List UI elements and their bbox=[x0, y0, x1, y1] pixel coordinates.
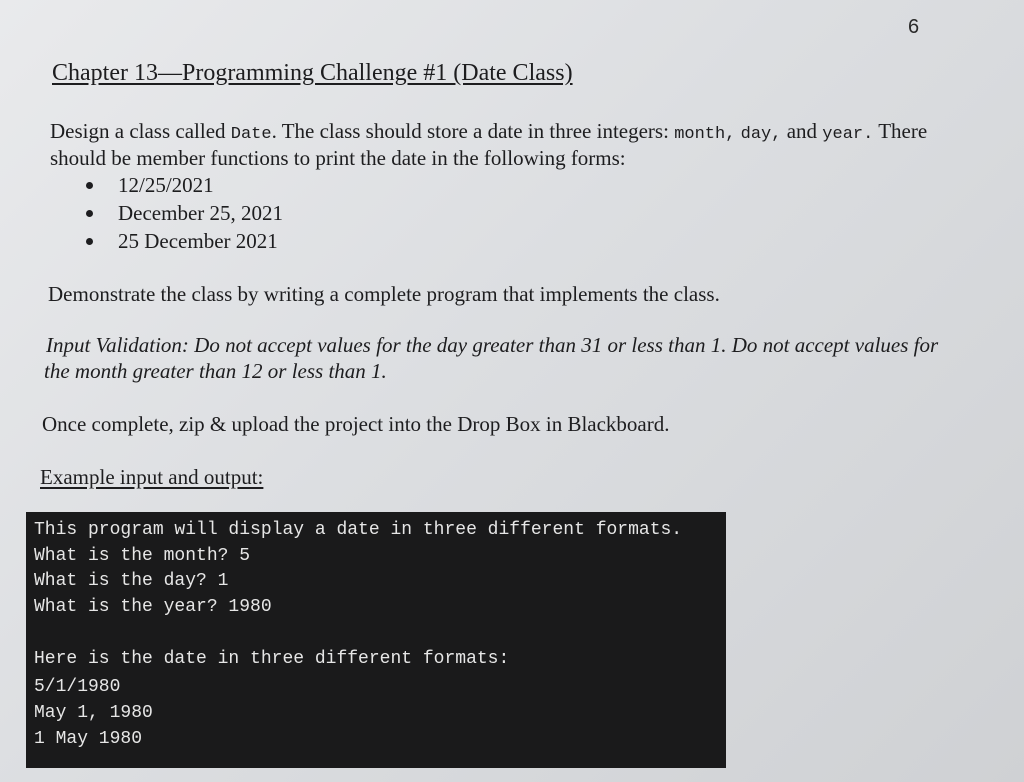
intro-line-2: should be member functions to print the date in the following forms: bbox=[50, 146, 626, 170]
intro-and-text: and bbox=[786, 119, 818, 143]
terminal-line: What is the year? 1980 bbox=[34, 597, 272, 617]
terminal-line: 1 May 1980 bbox=[34, 729, 143, 749]
list-item: December 25, 2021 bbox=[80, 199, 283, 227]
terminal-line: 5/1/1980 bbox=[34, 677, 121, 697]
intro-text-post: There bbox=[878, 119, 928, 143]
example-heading: Example input and output: bbox=[40, 465, 264, 489]
validation-line-2: the month greater than 12 or less than 1. bbox=[44, 359, 387, 383]
terminal-line: May 1, 1980 bbox=[34, 703, 153, 723]
date-format-list bbox=[80, 171, 283, 255]
upload-instruction: Once complete, zip & upload the project into the Drop Box in Blackboard. bbox=[42, 412, 670, 436]
demonstrate-instruction: Demonstrate the class by writing a complete program that implements the class. bbox=[48, 282, 720, 306]
terminal-line: This program will display a date in three different formats. bbox=[34, 520, 683, 540]
validation-line-1: Input Validation: Do not accept values for the day greater than 31 or less than 1. Do not accept values for bbox=[46, 333, 939, 357]
field-day-code: day, bbox=[740, 125, 782, 144]
terminal-line: What is the month? 5 bbox=[34, 546, 251, 566]
list-item: 12/25/2021 bbox=[80, 171, 283, 199]
intro-text-pre: Design a class called bbox=[50, 119, 231, 143]
class-name-code: Date bbox=[230, 125, 272, 144]
field-month-code: month, bbox=[674, 125, 736, 144]
page-number: 6 bbox=[908, 16, 920, 38]
terminal-line: What is the day? 1 bbox=[34, 571, 229, 591]
chapter-title: Chapter 13—Programming Challenge #1 (Date Class) bbox=[52, 60, 573, 86]
list-item: 25 December 2021 bbox=[80, 227, 283, 255]
terminal-output bbox=[26, 512, 726, 768]
intro-text-mid: . The class should store a date in three integers: bbox=[271, 119, 675, 143]
field-year-code: year. bbox=[822, 125, 874, 144]
intro-line-1 bbox=[50, 118, 927, 148]
terminal-line: Here is the date in three different formats: bbox=[34, 649, 510, 669]
